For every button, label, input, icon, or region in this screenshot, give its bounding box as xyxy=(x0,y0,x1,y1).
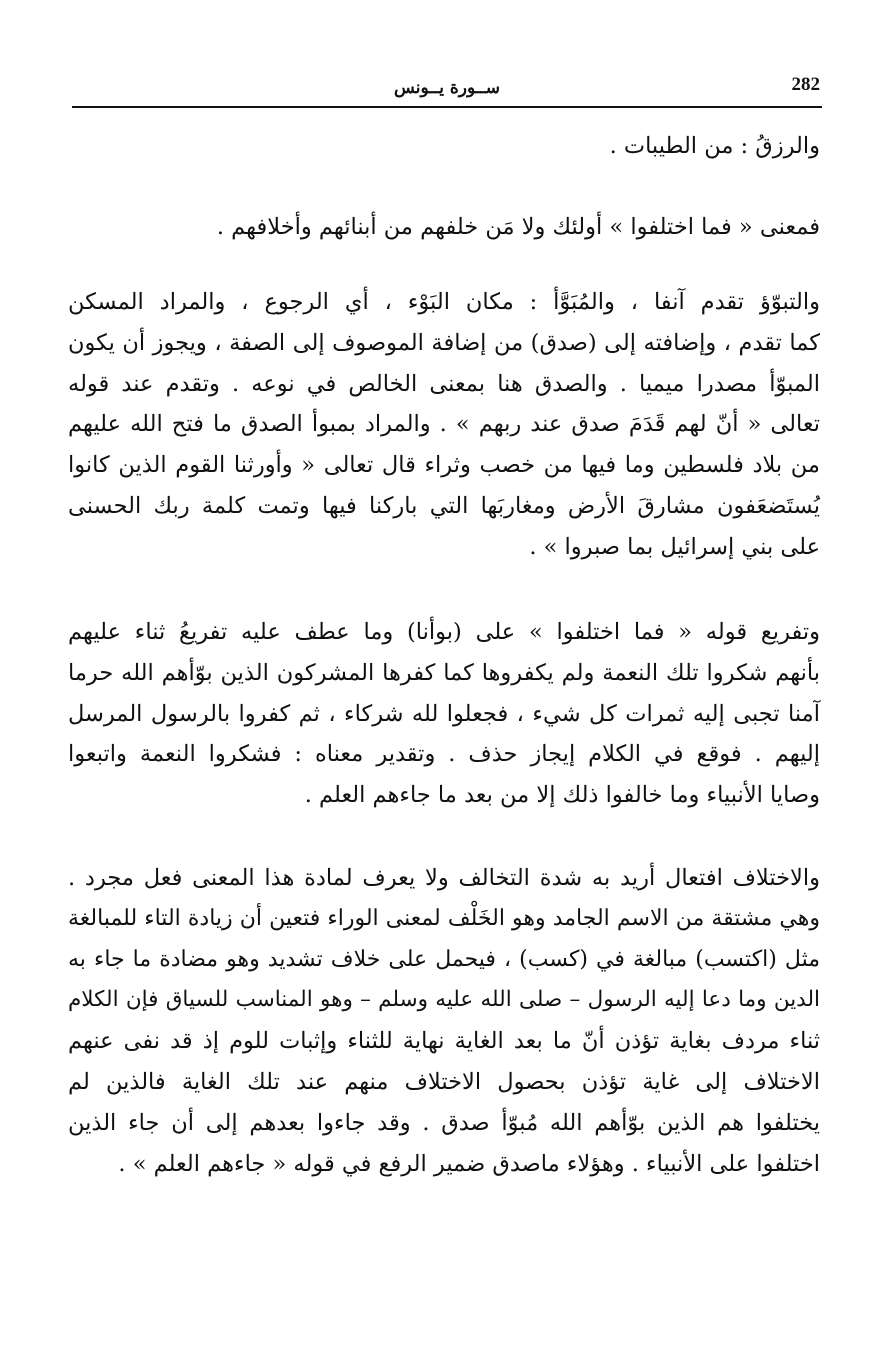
text-line: والتبوّؤ تقدم آنفا ، والمُبَوَّأ : مكان البَوْء ، أي الرجوع ، والمراد المسكن xyxy=(68,289,820,315)
paragraph-1 xyxy=(68,126,820,167)
text-line: اختلفوا على الأنبياء . وهؤلاء ماصدق ضمير الرفع في قوله « جاءهم العلم » . xyxy=(118,1150,820,1177)
text-line: يُستَضعَفون مشارقَ الأرض ومغاربَها التي باركنا فيها وتمت كلمة ربك الحسنى xyxy=(68,492,820,519)
page-header xyxy=(72,74,822,108)
paragraph-3 xyxy=(68,282,820,568)
text-line: والاختلاف افتعال أريد به شدة التخالف ولا يعرف لمادة هذا المعنى فعل مجرد . xyxy=(68,865,820,891)
text-line: تعالى « أنّ لهم قَدَمَ صدق عند ربهم » . والمراد بمبوأ الصدق ما فتح الله عليهم xyxy=(68,411,820,438)
text-line: آمنا تجبى إليه ثمرات كل شيء ، فجعلوا لله شركاء ، ثم كفروا بالرسول المرسل xyxy=(68,700,820,727)
text-line: فمعنى « فما اختلفوا » أولئك ولا مَن خلفهم من أبنائهم وأخلافهم . xyxy=(216,214,820,240)
text-line: وصايا الأنبياء وما خالفوا ذلك إلا من بعد ما جاءهم العلم . xyxy=(304,782,820,809)
running-title: ســورة يــونس xyxy=(394,78,500,98)
text-line: المبوّأ مصدرا ميميا . والصدق هنا بمعنى الخالص في نوعه . وتقدم عند قوله xyxy=(68,370,820,397)
text-line: كما تقدم ، وإضافته إلى (صدق) من إضافة الموصوف إلى الصفة ، ويجوز أن يكون xyxy=(68,329,820,356)
text-line: والرزقُ : من الطيبات . xyxy=(609,133,820,159)
paragraph-2 xyxy=(68,207,820,248)
text-line: ثناء مردف بغاية تؤذن أنّ ما بعد الغاية نهاية للثناء وإثبات للوم إذ قد نفى عنهم xyxy=(68,1028,820,1055)
text-line: على بني إسرائيل بما صبروا » . xyxy=(529,533,820,560)
text-line: الاختلاف إلى غاية تؤذن بحصول الاختلاف منهم عند تلك الغاية فالذين لم xyxy=(68,1068,820,1095)
text-line: يختلفوا هم الذين بوّأهم الله مُبوّأ صدق . وقد جاءوا بعدهم إلى أن جاء الذين xyxy=(68,1109,820,1136)
text-line: وهي مشتقة من الاسم الجامد وهو الخَلْف لمعنى الوراء فتعين أن زيادة التاء للمبالغة xyxy=(68,905,820,931)
paragraph-4 xyxy=(68,612,820,816)
text-line: إليهم . فوقع في الكلام إيجاز حذف . وتقدير معناه : فشكروا النعمة واتبعوا xyxy=(68,741,820,768)
text-line: الدين وما دعا إليه الرسول – صلى الله عليه وسلم – وهو المناسب للسياق فإن الكلام xyxy=(68,987,820,1013)
text-line: وتفريع قوله « فما اختلفوا » على (بوأنا) وما عطف عليه تفريعُ ثناء عليهم xyxy=(68,619,820,645)
text-line: مثل (اكتسب) مبالغة في (كسب) ، فيحمل على خلاف تشديد وهو مضادة ما جاء به xyxy=(68,946,820,972)
page-number: 282 xyxy=(791,74,820,95)
paragraph-5 xyxy=(68,858,820,1184)
text-line: من بلاد فلسطين وما فيها من خصب وثراء قال تعالى « وأورثنا القوم الذين كانوا xyxy=(68,452,820,479)
text-line: بأنهم شكروا تلك النعمة ولم يكفروها كما كفرها المشركون الذين بوّأهم الله حرما xyxy=(68,659,820,686)
